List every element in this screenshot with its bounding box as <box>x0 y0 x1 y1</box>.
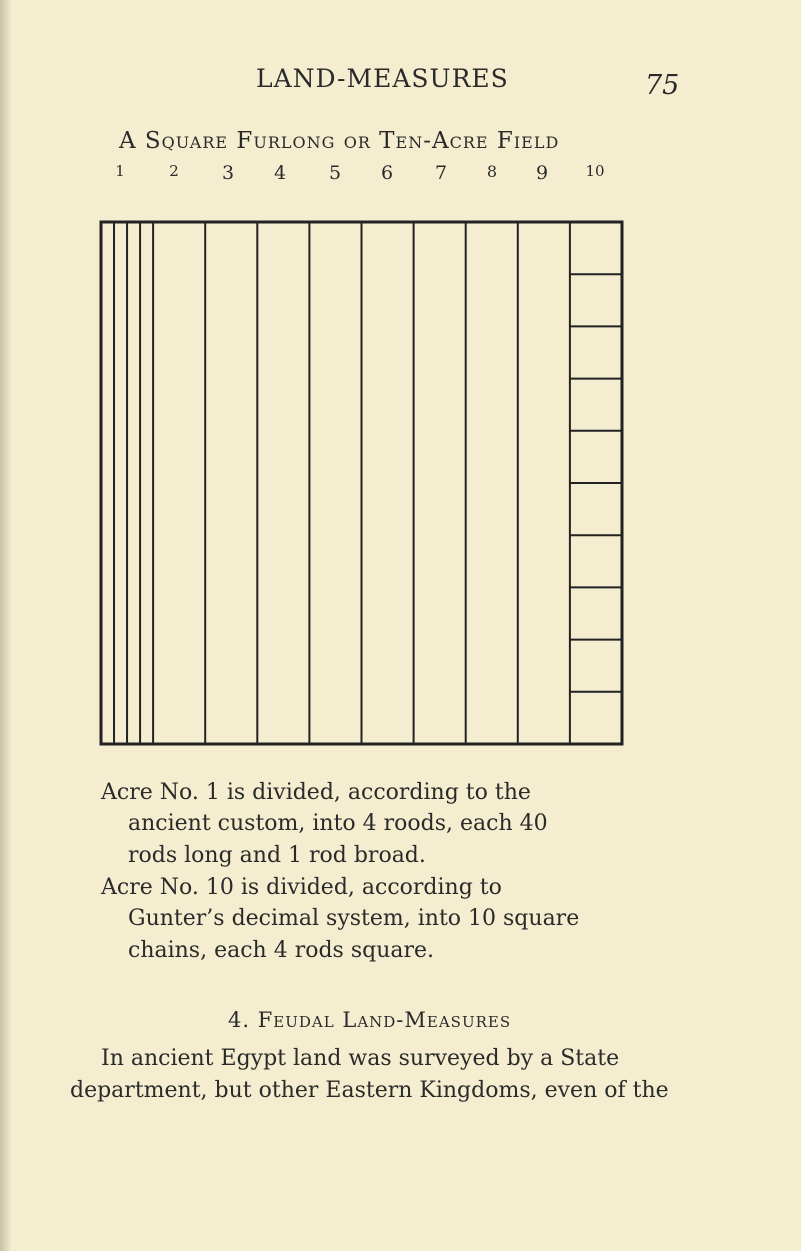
column-number-4: 4 <box>273 162 287 184</box>
column-number-2: 2 <box>169 162 179 180</box>
column-number-3: 3 <box>221 162 235 184</box>
column-number-10: 10 <box>585 162 605 180</box>
column-number-6: 6 <box>380 162 394 184</box>
section-heading: 4. Feudal Land-Measures <box>228 1008 512 1032</box>
paragraph-1-line-2: ancient custom, into 4 roods, each 40 <box>128 811 548 836</box>
body-text-line-2: department, but other Eastern Kingdoms, even of the <box>70 1078 669 1103</box>
column-number-5: 5 <box>328 162 342 184</box>
paragraph-2-line-1: Acre No. 10 is divided, according to <box>101 875 502 900</box>
figure-title: A Square Furlong or Ten-Acre Field <box>119 128 560 154</box>
paragraph-2-line-2: Gunter’s decimal system, into 10 square <box>128 906 580 931</box>
running-head: LAND-MEASURES <box>256 64 509 93</box>
column-number-9: 9 <box>535 162 549 184</box>
body-text-line-1: In ancient Egypt land was surveyed by a State <box>101 1046 620 1071</box>
paragraph-1-line-3: rods long and 1 rod broad. <box>128 843 426 868</box>
column-number-7: 7 <box>434 162 448 184</box>
page-number: 75 <box>645 70 680 101</box>
column-number-8: 8 <box>486 162 498 181</box>
column-number-1: 1 <box>115 162 125 180</box>
paragraph-1-line-1: Acre No. 1 is divided, according to the <box>101 780 531 805</box>
paragraph-2-line-3: chains, each 4 rods square. <box>128 938 435 963</box>
